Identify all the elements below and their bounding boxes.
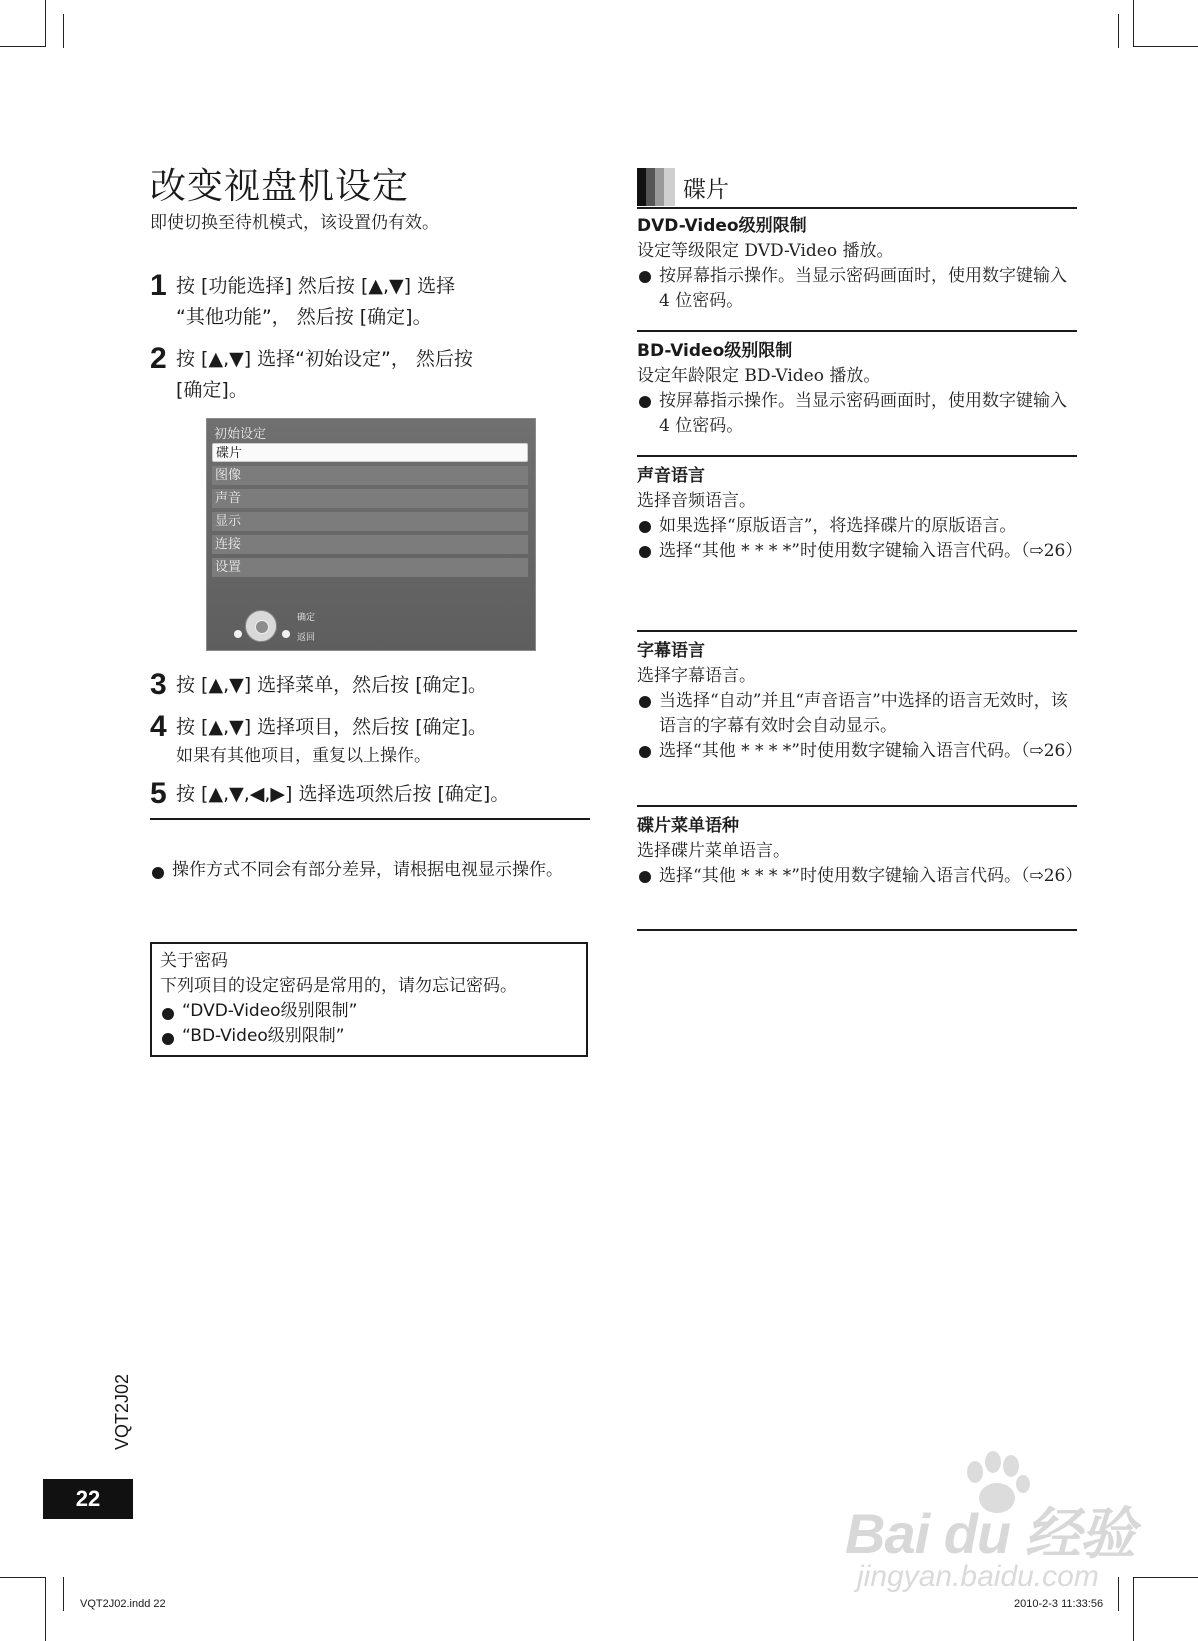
crop-mark	[0, 46, 46, 47]
step-5	[150, 778, 509, 810]
setting-disc-menu-language	[637, 814, 1083, 889]
divider	[637, 630, 1077, 632]
setting-subtitle-language	[637, 639, 1083, 764]
menu-item-picture[interactable]: 图像	[212, 466, 528, 485]
setting-bullet: 如果选择“原版语言”，将选择碟片的原版语言。	[637, 514, 1077, 539]
section-title: 碟片	[683, 177, 729, 203]
page-title: 改变视盘机设定	[150, 166, 410, 207]
password-box-text: 下列项目的设定密码是常用的，请勿忘记密码。	[160, 976, 517, 996]
password-box-title: 关于密码	[160, 951, 228, 971]
step-text: 按 [▲,▼] 选择项目，然后按 [确定]。	[176, 716, 488, 738]
section-gradient-bar	[637, 168, 675, 206]
divider	[637, 805, 1077, 807]
crop-mark	[1118, 14, 1119, 48]
step-text: 按 [▲,▼,◀,▶] 选择选项然后按 [确定]。	[176, 783, 510, 805]
menu-title: 初始设定	[214, 427, 267, 442]
setting-bullet: 选择“其他 * * * *”时使用数字键输入语言代码。（⇨26）	[637, 739, 1077, 764]
step-text: 按 [▲,▼] 选择“初始设定”， 然后按	[176, 348, 473, 370]
step-text: [确定]。	[176, 379, 248, 401]
step-number: 5	[150, 777, 167, 810]
page-subtitle: 即使切换至待机模式，该设置仍有效。	[150, 213, 439, 233]
setting-name: 碟片菜单语种	[637, 816, 739, 836]
watermark-brand: Bai du 经验	[845, 1502, 1135, 1565]
setting-desc: 选择碟片菜单语言。	[637, 841, 790, 861]
footer-timestamp: 2010-2-3 11:33:56	[1014, 1598, 1104, 1610]
crop-mark	[45, 0, 46, 47]
menu-item-display[interactable]: 显示	[212, 512, 528, 531]
step-number: 1	[150, 269, 167, 302]
menu-item-disc[interactable]: 碟片	[212, 443, 528, 462]
setting-audio-language	[637, 464, 1083, 564]
button-dot-icon	[234, 630, 242, 638]
initial-settings-menu-screenshot	[206, 418, 536, 651]
setting-desc: 设定等级限定 DVD-Video 播放。	[637, 241, 894, 261]
menu-item-sound[interactable]: 声音	[212, 489, 528, 508]
crop-mark	[45, 1577, 46, 1641]
crop-mark	[0, 1577, 46, 1578]
step-number: 4	[150, 710, 167, 743]
step-text: 按 [功能选择] 然后按 [▲,▼] 选择	[176, 275, 456, 297]
remote-dial-icon	[245, 610, 277, 642]
setting-bd-rating	[637, 339, 1077, 439]
step-text: 按 [▲,▼] 选择菜单，然后按 [确定]。	[176, 674, 488, 696]
setting-dvd-rating	[637, 214, 1077, 314]
watermark-url: jingyan.baidu.com	[857, 1560, 1099, 1593]
crop-mark	[1133, 46, 1198, 47]
footer-file: VQT2J02.indd 22	[80, 1598, 166, 1610]
page-number: 22	[43, 1479, 133, 1519]
step-1	[150, 270, 455, 333]
password-item: “DVD-Video级别限制”	[160, 999, 578, 1024]
menu-item-setup[interactable]: 设置	[212, 558, 528, 577]
menu-item-connection[interactable]: 连接	[212, 535, 528, 554]
hint-ok: 确定	[297, 613, 316, 623]
setting-name: DVD-Video级别限制	[637, 216, 807, 236]
button-dot-icon	[282, 630, 290, 638]
password-item: “BD-Video级别限制”	[160, 1024, 578, 1049]
divider	[637, 929, 1077, 931]
step-number: 2	[150, 342, 167, 375]
setting-name: 字幕语言	[637, 641, 705, 661]
password-info-box	[150, 942, 588, 1057]
setting-name: BD-Video级别限制	[637, 341, 793, 361]
setting-bullet: 当选择“自动”并且“声音语言”中选择的语言无效时，该语言的字幕有效时会自动显示。	[637, 689, 1077, 739]
setting-bullet: 按屏幕指示操作。当显示密码画面时，使用数字键输入 4 位密码。	[637, 264, 1077, 314]
divider	[637, 455, 1077, 457]
divider	[637, 330, 1077, 332]
crop-mark	[63, 14, 64, 48]
setting-name: 声音语言	[637, 466, 705, 486]
setting-bullet: 选择“其他 * * * *”时使用数字键输入语言代码。（⇨26）	[637, 539, 1077, 564]
step-note: 如果有其他项目，重复以上操作。	[176, 746, 431, 766]
step-4	[150, 711, 487, 769]
setting-desc: 选择音频语言。	[637, 491, 756, 511]
model-code-vertical: VQT2J02	[112, 1373, 132, 1450]
divider	[637, 207, 1077, 209]
crop-mark	[1133, 0, 1134, 47]
divider	[150, 818, 590, 820]
baidu-watermark	[845, 1450, 1145, 1600]
step-number: 3	[150, 668, 167, 701]
step-2	[150, 343, 473, 406]
step-text: “其他功能”， 然后按 [确定]。	[176, 306, 432, 328]
setting-desc: 选择字幕语言。	[637, 666, 756, 686]
setting-bullet: 按屏幕指示操作。当显示密码画面时，使用数字键输入 4 位密码。	[637, 389, 1077, 439]
setting-bullet: 选择“其他 * * * *”时使用数字键输入语言代码。（⇨26）	[637, 864, 1077, 889]
step-3	[150, 669, 487, 701]
hint-back: 返回	[297, 633, 316, 643]
operation-note: 操作方式不同会有部分差异，请根据电视显示操作。	[150, 858, 602, 883]
setting-desc: 设定年龄限定 BD-Video 播放。	[637, 366, 881, 386]
crop-mark	[63, 1577, 64, 1611]
